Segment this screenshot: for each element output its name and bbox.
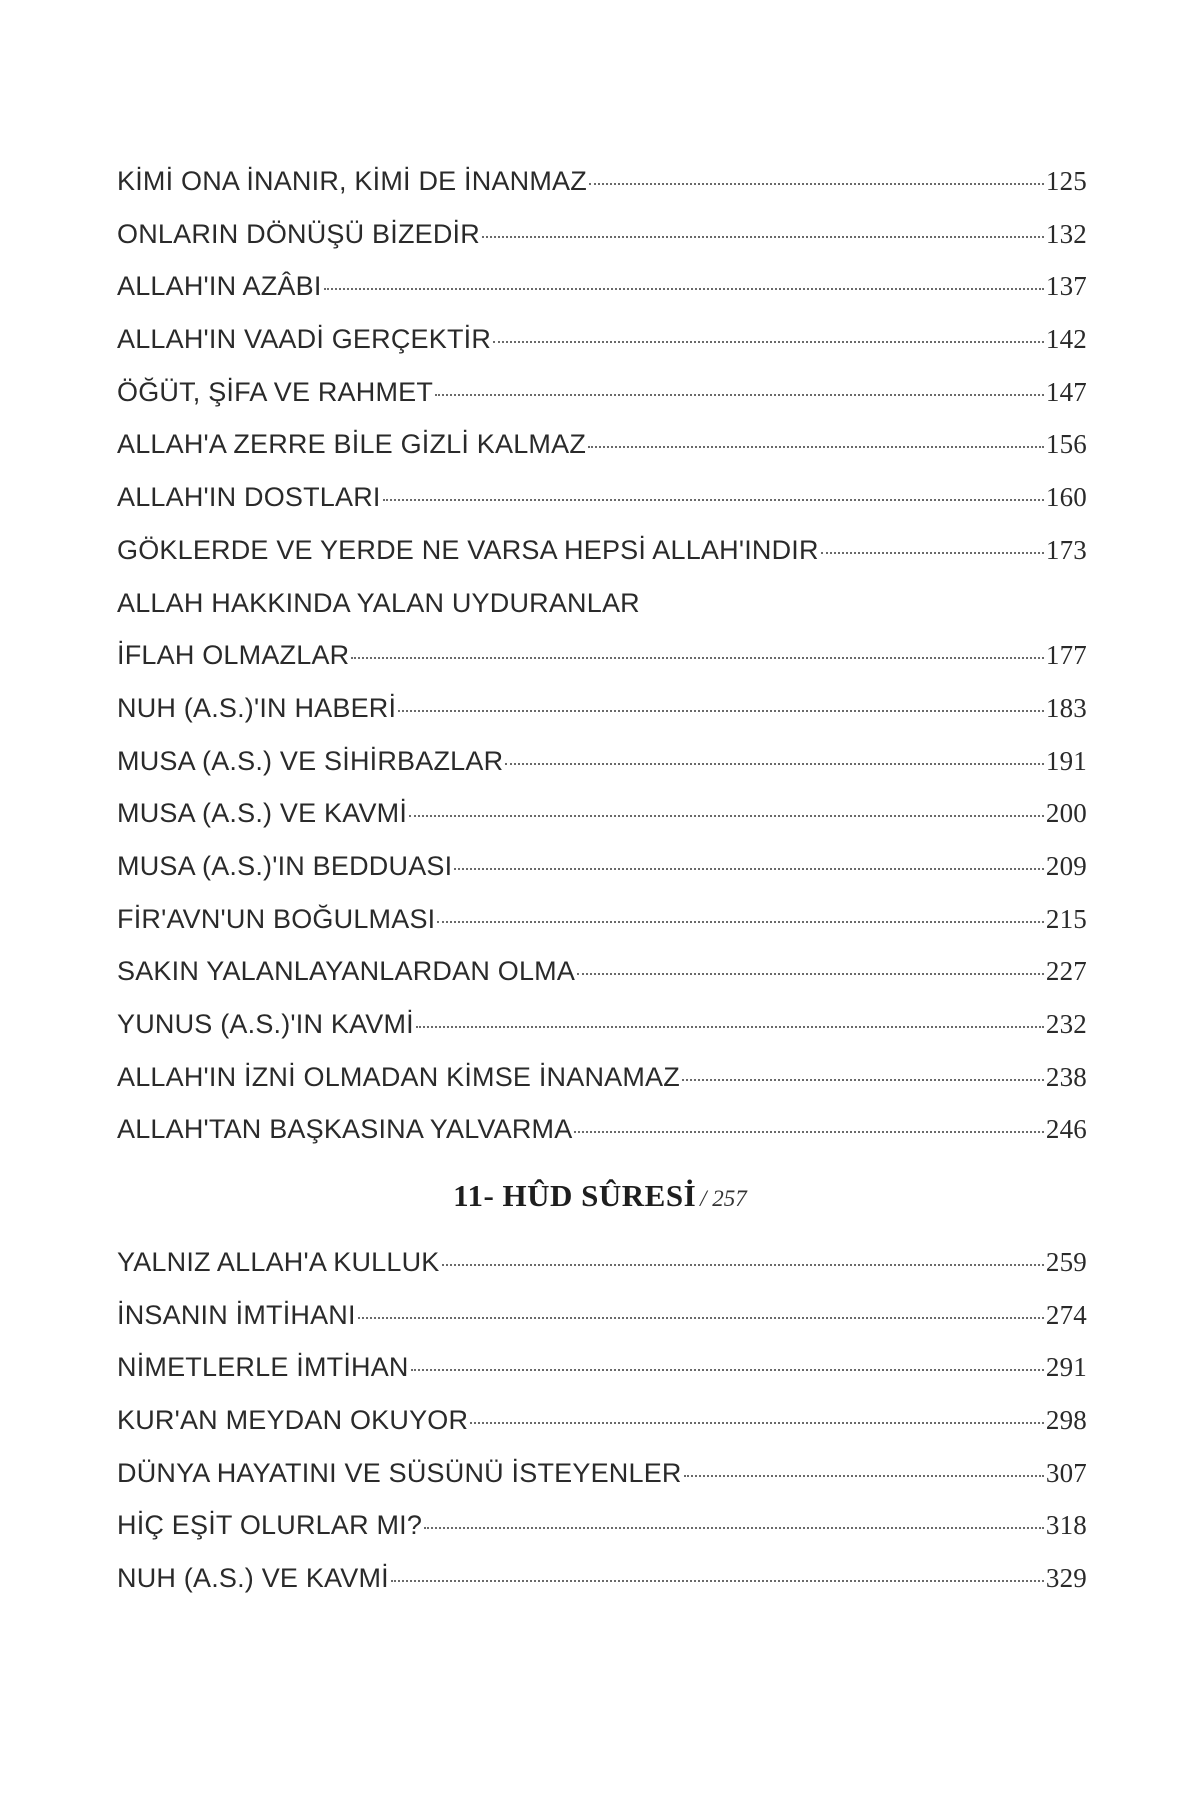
toc-entry-title: KUR'AN MEYDAN OKUYOR: [117, 1405, 469, 1436]
toc-entry: [117, 1247, 1087, 1300]
toc-entry-title: ÖĞÜT, ŞİFA VE RAHMET: [117, 376, 434, 407]
toc-entry: [117, 851, 1087, 904]
toc-entry: [117, 482, 1087, 535]
toc-entry: [117, 324, 1087, 377]
toc-entry-title: KİMİ ONA İNANIR, KİMİ DE İNANMAZ: [117, 166, 587, 196]
dot-leader: [351, 657, 1044, 659]
toc-entry: [117, 1009, 1087, 1062]
toc-entry-page: 246: [1045, 1114, 1087, 1145]
toc-entry-page: 191: [1045, 745, 1087, 776]
toc-entry-page: 132: [1045, 218, 1087, 249]
dot-leader: [589, 183, 1044, 185]
toc-entry: [117, 535, 1087, 588]
toc-entry: [117, 798, 1087, 851]
dot-leader: [684, 1475, 1044, 1477]
toc-entry-page: 259: [1045, 1247, 1087, 1277]
toc-entry-page: 209: [1045, 850, 1087, 881]
dot-leader: [409, 815, 1044, 817]
toc-entry: [117, 746, 1087, 799]
toc-entry-title-line1: ALLAH HAKKINDA YALAN UYDURANLAR: [117, 587, 640, 618]
toc-entry-page: 232: [1045, 1009, 1087, 1039]
section-heading: [0, 1178, 1200, 1214]
toc-entry-page: 156: [1045, 429, 1087, 460]
dot-leader: [391, 1580, 1044, 1582]
toc-entry-title: SAKIN YALANLAYANLARDAN OLMA: [117, 956, 576, 987]
toc-entry-page: 177: [1045, 640, 1087, 671]
toc-entry-title: NUH (A.S.) VE KAVMİ: [117, 1563, 389, 1594]
toc-entry-title: YALNIZ ALLAH'A KULLUK: [117, 1247, 440, 1277]
dot-leader: [442, 1264, 1044, 1266]
dot-leader: [358, 1317, 1044, 1319]
toc-entry-page: 329: [1045, 1563, 1087, 1594]
dot-leader: [682, 1079, 1044, 1081]
toc-entry: [117, 429, 1087, 482]
toc-entry: [117, 904, 1087, 957]
toc-entry-title: ALLAH'IN DOSTLARI: [117, 482, 381, 513]
toc-entry: [117, 640, 1087, 693]
toc-entry-page: 137: [1045, 271, 1087, 302]
toc-entry-page: 160: [1045, 482, 1087, 513]
toc-list-section-2: [117, 1247, 1087, 1616]
toc-entry-title: İNSANIN İMTİHANI: [117, 1299, 356, 1330]
toc-list-section-1: [117, 166, 1087, 1167]
toc-entry: [117, 693, 1087, 746]
toc-entry-title: ONLARIN DÖNÜŞÜ BİZEDİR: [117, 218, 480, 249]
toc-entry: [117, 1510, 1087, 1563]
dot-leader: [482, 236, 1044, 238]
dot-leader: [821, 552, 1044, 554]
toc-entry-page: 318: [1045, 1510, 1087, 1541]
dot-leader: [416, 1026, 1044, 1028]
toc-entry-title: MUSA (A.S.) VE SİHİRBAZLAR: [117, 745, 504, 776]
toc-entry: [117, 166, 1087, 219]
toc-entry: [117, 956, 1087, 1009]
toc-entry-page: 238: [1045, 1061, 1087, 1092]
toc-entry-title: ALLAH'IN VAADİ GERÇEKTİR: [117, 324, 492, 355]
toc-entry-page: 173: [1045, 534, 1087, 565]
dot-leader: [383, 499, 1044, 501]
dot-leader: [324, 288, 1044, 290]
toc-entry: [117, 219, 1087, 272]
toc-entry-title: ALLAH'IN AZÂBI: [117, 271, 322, 302]
toc-entry-page: 125: [1045, 166, 1087, 196]
toc-entry-title: YUNUS (A.S.)'IN KAVMİ: [117, 1009, 414, 1039]
dot-leader: [577, 973, 1044, 975]
toc-entry: [117, 1563, 1087, 1616]
toc-entry-page: 147: [1045, 376, 1087, 407]
toc-entry-title: MUSA (A.S.) VE KAVMİ: [117, 798, 408, 829]
dot-leader: [574, 1131, 1043, 1133]
dot-leader: [505, 763, 1044, 765]
section-title: 11- HÛD SÛRESİ: [453, 1178, 697, 1213]
toc-entry-title: MUSA (A.S.)'IN BEDDUASI: [117, 850, 453, 881]
section-page-number: / 257: [700, 1186, 747, 1211]
toc-entry-page: 227: [1045, 956, 1087, 987]
toc-entry: [117, 1405, 1087, 1458]
toc-entry-page: 307: [1045, 1457, 1087, 1488]
toc-entry: [117, 377, 1087, 430]
dot-leader: [424, 1527, 1044, 1529]
toc-entry-title: ALLAH'A ZERRE BİLE GİZLİ KALMAZ: [117, 429, 587, 460]
dot-leader: [411, 1369, 1044, 1371]
toc-entry-page: 183: [1045, 692, 1087, 723]
toc-entry-title: NİMETLERLE İMTİHAN: [117, 1352, 409, 1383]
toc-entry-first-line: [117, 588, 1087, 641]
toc-entry: [117, 1300, 1087, 1353]
toc-entry-title: HİÇ EŞİT OLURLAR MI?: [117, 1510, 423, 1541]
toc-entry: [117, 1458, 1087, 1511]
toc-entry-page: 215: [1045, 903, 1087, 934]
dot-leader: [588, 446, 1044, 448]
toc-entry-title: DÜNYA HAYATINI VE SÜSÜNÜ İSTEYENLER: [117, 1457, 682, 1488]
toc-entry-page: 200: [1045, 798, 1087, 829]
toc-entry: [117, 271, 1087, 324]
dot-leader: [398, 710, 1044, 712]
toc-entry: [117, 1352, 1087, 1405]
dot-leader: [493, 341, 1044, 343]
toc-entry-page: 274: [1045, 1299, 1087, 1330]
toc-entry-page: 298: [1045, 1405, 1087, 1436]
dot-leader: [470, 1422, 1044, 1424]
toc-entry-title: NUH (A.S.)'IN HABERİ: [117, 692, 397, 723]
toc-entry-title: İFLAH OLMAZLAR: [117, 640, 350, 671]
toc-entry-page: 142: [1045, 324, 1087, 355]
toc-entry-title: ALLAH'IN İZNİ OLMADAN KİMSE İNANAMAZ: [117, 1061, 680, 1092]
toc-entry-title: GÖKLERDE VE YERDE NE VARSA HEPSİ ALLAH'INDIR: [117, 534, 819, 565]
toc-entry: [117, 1062, 1087, 1115]
dot-leader: [437, 921, 1044, 923]
dot-leader: [435, 394, 1044, 396]
dot-leader: [454, 868, 1044, 870]
toc-entry-title: FİR'AVN'UN BOĞULMASI: [117, 903, 436, 934]
toc-entry: [117, 1114, 1087, 1167]
toc-entry-title: ALLAH'TAN BAŞKASINA YALVARMA: [117, 1114, 573, 1145]
toc-entry-page: 291: [1045, 1352, 1087, 1383]
